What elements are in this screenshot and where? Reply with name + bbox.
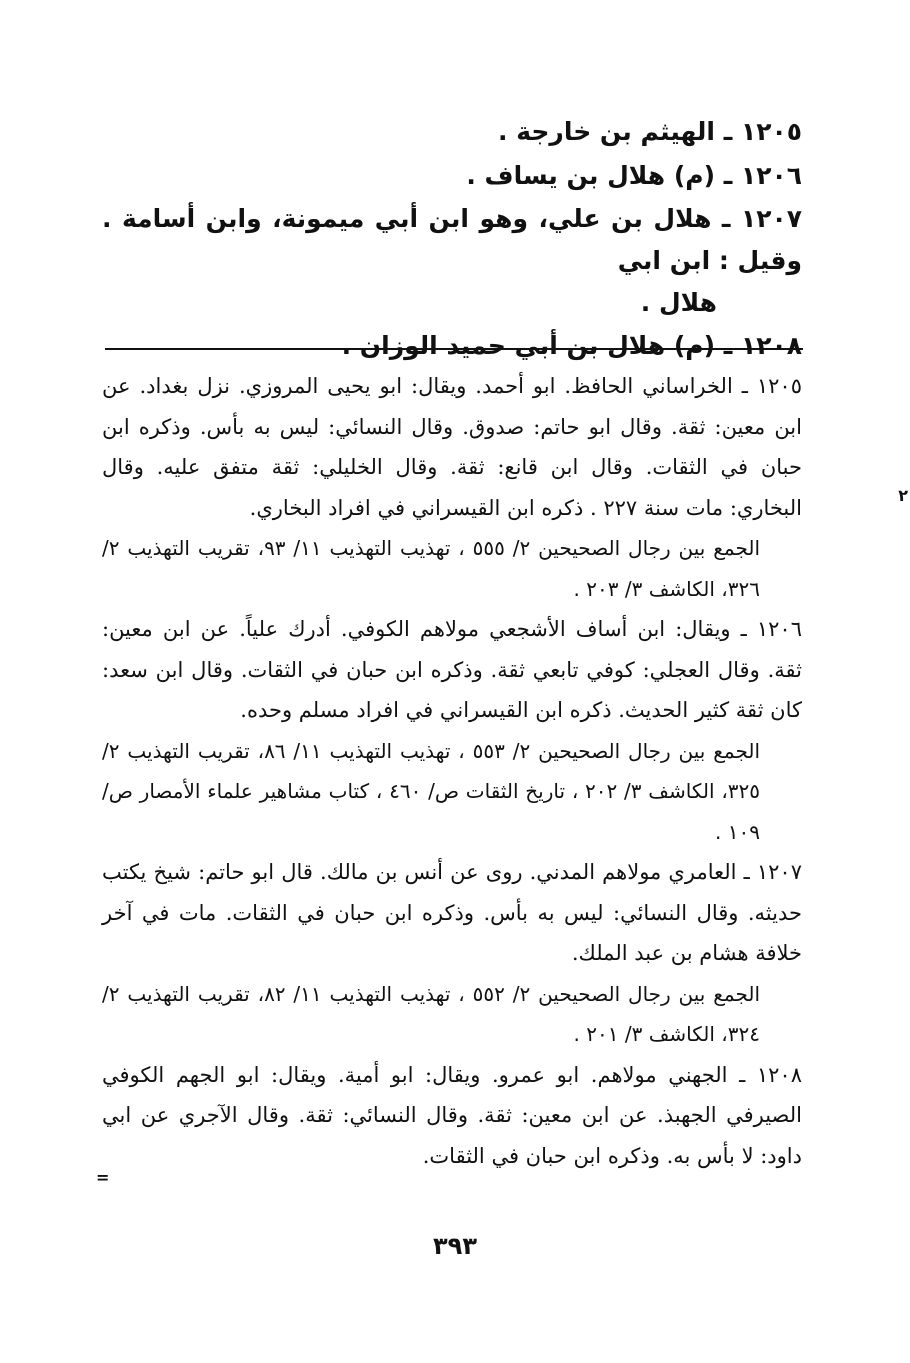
narrator-list <box>102 110 802 368</box>
narrator-entry-1207-line-1: ١٢٠٧ ـ هلال بن علي، وهو ابن أبي ميمونة، وابن أسامة . وقيل : ابن ابي <box>102 204 802 275</box>
narrator-entry-1208: ١٢٠٨ ـ (م) هلال بن أبي حميد الوزان . <box>341 331 802 360</box>
footnote-1208 <box>102 1055 802 1177</box>
margin-mark-right: ٢ <box>898 486 908 505</box>
footnote-1205 <box>102 366 802 609</box>
footnote-1205-bio: ١٢٠٥ ـ الخراساني الحافظ. ابو أحمد. ويقال: ابو يحيى المروزي. نزل بغداد. عن ابن معين: ثقة. وقال ابو حاتم: صدوق. وقال النسائي: ليس به بأس. وذكره ابن حبان في الثقات. وقال ابن قانع: ثقة. وقال الخليلي: ثقة متفق عليه. وقال البخاري: مات سنة ٢٢٧ . ذكره ابن القيسراني في افراد البخاري. <box>102 374 802 520</box>
footnote-1207-sources: الجمع بين رجال الصحيحين ٢/ ٥٥٢ ، تهذيب التهذيب ١١/ ٨٢، تقريب التهذيب ٢/ ٣٢٤، الكاشف ٣/ ٢٠١ . <box>102 981 760 1046</box>
footnote-1206-bio: ١٢٠٦ ـ ويقال: ابن أساف الأشجعي مولاهم الكوفي. أدرك علياً. عن ابن معين: ثقة. وقال العجلي: كوفي تابعي ثقة. وذكره ابن حبان في الثقات. وقال ابن سعد: كان ثقة كثير الحديث. ذكره ابن القيسراني في افراد مسلم وحده. <box>102 617 802 722</box>
footnote-1207 <box>102 852 802 1055</box>
footnote-1205-sources: الجمع بين رجال الصحيحين ٢/ ٥٥٥ ، تهذيب التهذيب ١١/ ٩٣، تقريب التهذيب ٢/ ٣٢٦، الكاشف ٣/ ٢٠٣ . <box>102 536 760 601</box>
footnote-1206 <box>102 609 802 852</box>
page-number: ٣٩٣ <box>433 1232 477 1260</box>
narrator-entry-1207-line-2: هلال . <box>640 288 717 317</box>
footnote-separator <box>105 348 803 350</box>
footnote-1206-sources: الجمع بين رجال الصحيحين ٢/ ٥٥٣ ، تهذيب التهذيب ١١/ ٨٦، تقريب التهذيب ٢/ ٣٢٥، الكاشف ٣/ ٢٠٢ ، تاريخ الثقات ص/ ٤٦٠ ، كتاب مشاهير علماء الأمصار ص/ ١٠٩ . <box>102 738 761 844</box>
footnotes <box>102 366 802 1176</box>
narrator-entry-1205: ١٢٠٥ ـ الهيثم بن خارجة . <box>498 117 802 146</box>
narrator-entry-1207 <box>102 198 802 324</box>
margin-mark-left: = <box>96 1168 110 1187</box>
narrator-entry-1206: ١٢٠٦ ـ (م) هلال بن يساف . <box>466 161 802 190</box>
footnote-1207-bio: ١٢٠٧ ـ العامري مولاهم المدني. روى عن أنس بن مالك. قال ابو حاتم: شيخ يكتب حديثه. وقال النسائي: ليس به بأس. وذكره ابن حبان في الثقات. مات في آخر خلافة هشام بن عبد الملك. <box>102 860 802 965</box>
footnote-1208-bio: ١٢٠٨ ـ الجهني مولاهم. ابو عمرو. ويقال: ابو أمية. ويقال: ابو الجهم الكوفي الصيرفي الجهبذ. عن ابن معين: ثقة. وقال النسائي: ثقة. وقال الآجري عن ابي داود: لا بأس به. وذكره ابن حبان في الثقات. <box>102 1062 802 1168</box>
